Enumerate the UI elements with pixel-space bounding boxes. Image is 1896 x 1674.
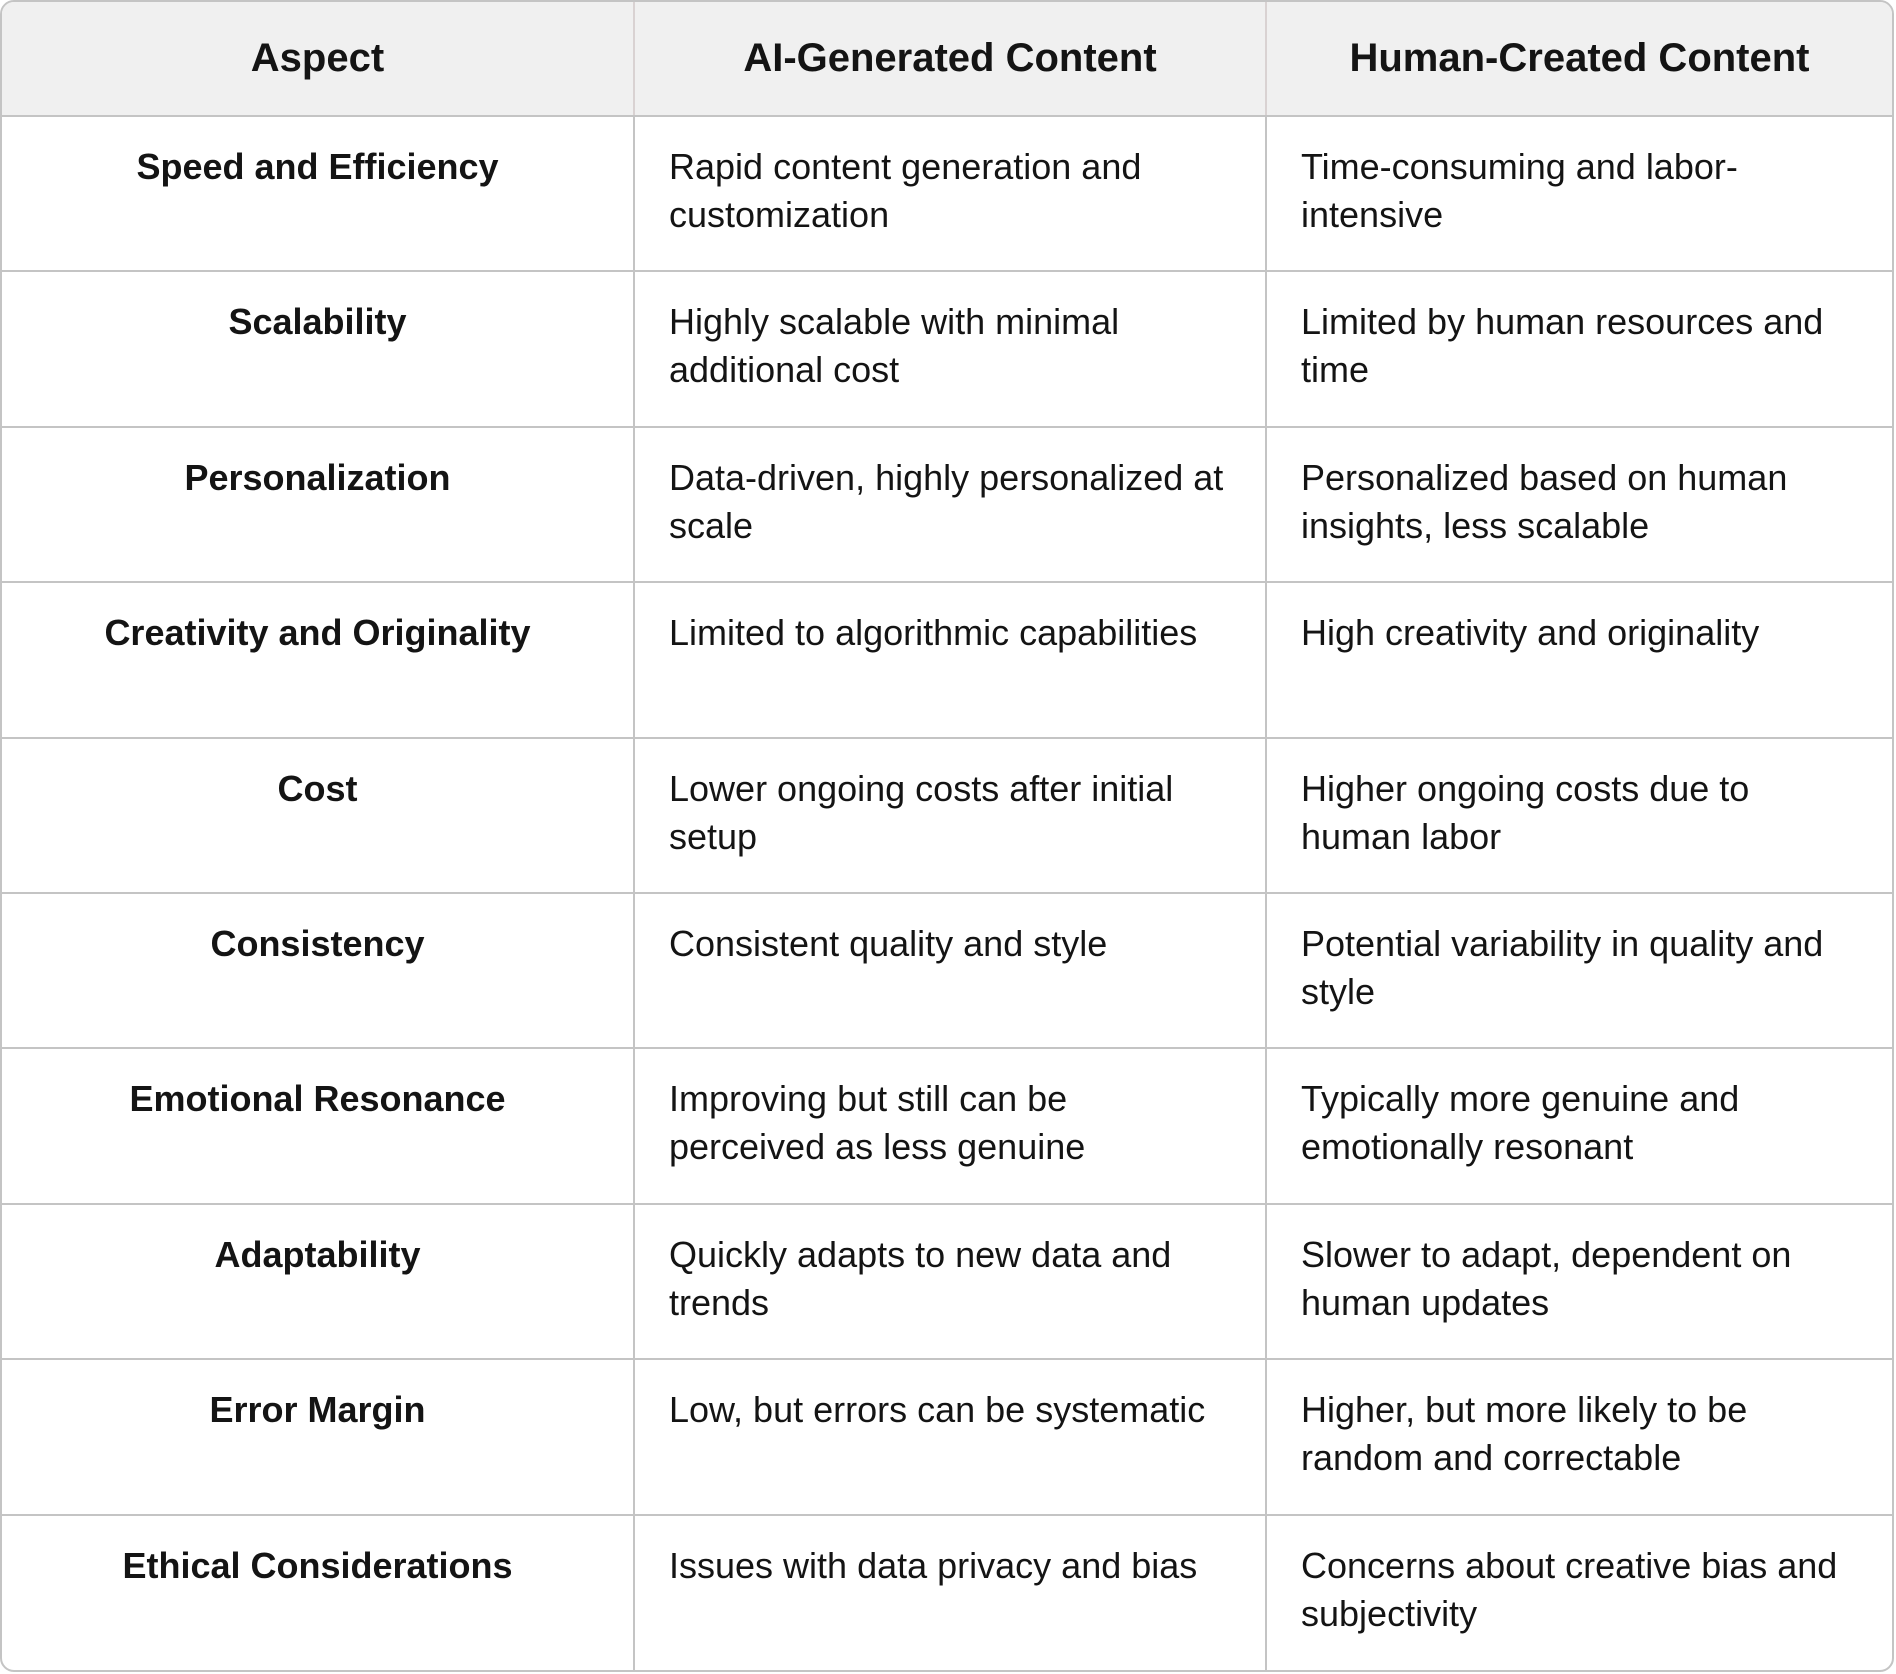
comparison-table-grid	[2, 2, 1892, 1670]
human-cell: High creativity and originality	[1266, 582, 1892, 737]
table-row	[2, 582, 1892, 737]
table-row	[2, 893, 1892, 1048]
ai-cell: Limited to algorithmic capabilities	[634, 582, 1266, 737]
ai-cell: Low, but errors can be systematic	[634, 1359, 1266, 1514]
header-human-created: Human-Created Content	[1266, 2, 1892, 116]
table-row	[2, 1515, 1892, 1670]
aspect-cell: Personalization	[2, 427, 634, 582]
human-cell: Higher, but more likely to be random and correctable	[1266, 1359, 1892, 1514]
ai-cell: Lower ongoing costs after initial setup	[634, 738, 1266, 893]
human-cell: Potential variability in quality and style	[1266, 893, 1892, 1048]
aspect-cell: Speed and Efficiency	[2, 116, 634, 271]
table-row	[2, 738, 1892, 893]
human-cell: Higher ongoing costs due to human labor	[1266, 738, 1892, 893]
header-aspect: Aspect	[2, 2, 634, 116]
human-cell: Typically more genuine and emotionally resonant	[1266, 1048, 1892, 1203]
table-row	[2, 1048, 1892, 1203]
ai-cell: Quickly adapts to new data and trends	[634, 1204, 1266, 1359]
table-row	[2, 1204, 1892, 1359]
table-row	[2, 427, 1892, 582]
human-cell: Personalized based on human insights, less scalable	[1266, 427, 1892, 582]
ai-cell: Improving but still can be perceived as less genuine	[634, 1048, 1266, 1203]
ai-cell: Data-driven, highly personalized at scale	[634, 427, 1266, 582]
aspect-cell: Ethical Considerations	[2, 1515, 634, 1670]
human-cell: Time-consuming and labor-intensive	[1266, 116, 1892, 271]
table-row	[2, 271, 1892, 426]
ai-cell: Consistent quality and style	[634, 893, 1266, 1048]
aspect-cell: Consistency	[2, 893, 634, 1048]
table-header	[2, 2, 1892, 116]
table-row	[2, 116, 1892, 271]
human-cell: Slower to adapt, dependent on human updates	[1266, 1204, 1892, 1359]
table-body	[2, 116, 1892, 1670]
ai-cell: Issues with data privacy and bias	[634, 1515, 1266, 1670]
ai-cell: Highly scalable with minimal additional cost	[634, 271, 1266, 426]
human-cell: Concerns about creative bias and subjectivity	[1301, 1544, 1838, 1634]
aspect-cell: Cost	[2, 738, 634, 893]
aspect-cell: Emotional Resonance	[2, 1048, 634, 1203]
header-ai-generated: AI-Generated Content	[634, 2, 1266, 116]
header-row	[2, 2, 1892, 116]
aspect-cell: Adaptability	[2, 1204, 634, 1359]
aspect-cell: Creativity and Originality	[2, 582, 634, 737]
human-cell: Limited by human resources and time	[1266, 271, 1892, 426]
table-row	[2, 1359, 1892, 1514]
aspect-cell: Error Margin	[2, 1359, 634, 1514]
aspect-cell: Scalability	[2, 271, 634, 426]
ai-cell: Rapid content generation and customization	[634, 116, 1266, 271]
